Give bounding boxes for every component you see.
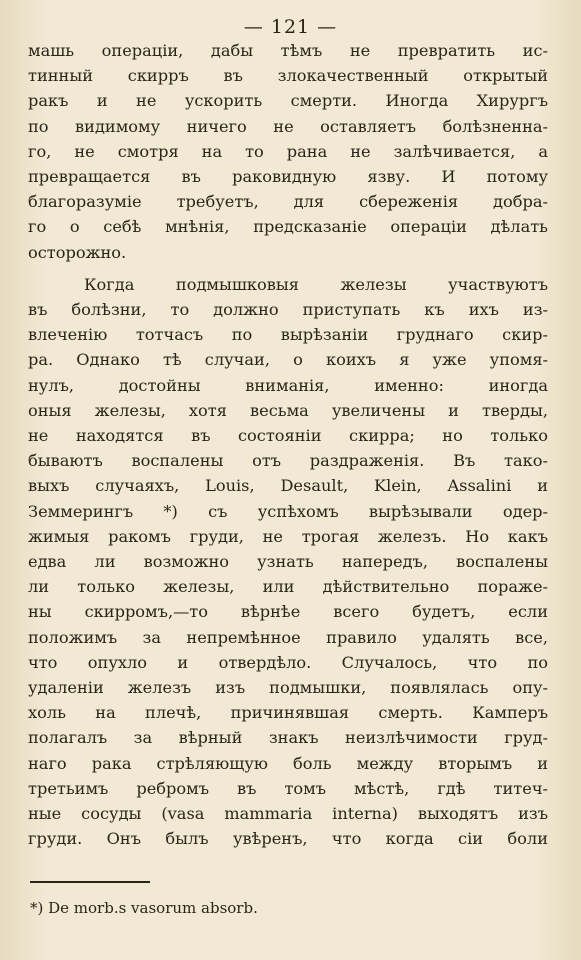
- text-line: по видимому ничего не оставляетъ болѣзненна-: [28, 116, 548, 136]
- text-line: жимыя ракомъ груди, не трогая железъ. Но какъ: [28, 526, 548, 546]
- text-line: третьимъ ребромъ въ томъ мѣстѣ, гдѣ титеч-: [28, 778, 548, 798]
- body-text: [28, 38, 548, 852]
- text-line: ны скирромъ,—то вѣрнѣе всего будетъ, если: [28, 602, 548, 622]
- text-line: нулъ, достойны вниманія, именно: иногда: [28, 375, 548, 395]
- text-line: бываютъ воспалены отъ раздраженія. Въ тако-: [28, 451, 548, 471]
- text-line: не находятся въ состояніи скирра; но только: [28, 426, 548, 446]
- text-line: выхъ случаяхъ, Louis, Desault, Klein, Assalini и: [28, 476, 548, 496]
- footnote-rule: [30, 881, 150, 883]
- text-line: ракъ и не ускорить смерти. Иногда Хирургъ: [28, 91, 548, 111]
- text-line: холь на плечѣ, причинявшая смерть. Камперъ: [28, 703, 548, 723]
- text-line: ные сосуды (vasa mammaria interna) выходятъ изъ: [28, 804, 548, 824]
- text-line: превращается въ раковидную язву. И потому: [28, 167, 548, 187]
- page-number: — 121 —: [243, 16, 338, 38]
- paragraph-2: [28, 272, 548, 852]
- paragraph-gap: [28, 265, 548, 272]
- text-line: го, не смотря на то рана не залѣчивается, а: [28, 141, 548, 161]
- text-line: ли только железы, или дѣйствительно пораже-: [28, 577, 548, 597]
- text-line: благоразуміе требуетъ, для сбереженія добра-: [28, 192, 548, 212]
- text-line: наго рака стрѣляющую боль между вторымъ и: [28, 753, 548, 773]
- text-line: положимъ за непремѣнное правило удалять все,: [28, 627, 548, 647]
- text-line: го о себѣ мнѣнія, предсказаніе операціи дѣлать: [28, 217, 548, 237]
- paragraph-1: [28, 38, 548, 265]
- text-line: въ болѣзни, то должно приступать къ ихъ из-: [28, 300, 548, 320]
- text-line: осторожно.: [28, 242, 127, 262]
- text-line: груди. Онъ былъ увѣренъ, что когда сіи боли: [28, 829, 548, 849]
- text-line: ра. Однако тѣ случаи, о коихъ я уже упомя-: [28, 350, 548, 370]
- footnote: *) De morb.s vasorum absorb.: [30, 899, 258, 917]
- text-line: удаленіи железъ изъ подмышки, появлялась опу-: [28, 678, 548, 698]
- text-line: едва ли возможно узнать напередъ, воспалены: [28, 552, 548, 572]
- text-line: влеченію тотчасъ по вырѣзаніи груднаго скир-: [28, 325, 548, 345]
- text-line: Земмерингъ *) съ успѣхомъ вырѣзывали одер-: [28, 501, 548, 521]
- text-line: машь операціи, дабы тѣмъ не превратить ис-: [28, 41, 548, 60]
- text-line: что опухло и отвердѣло. Случалось, что по: [28, 652, 548, 672]
- text-line: тинный скирръ въ злокачественный открытый: [28, 66, 548, 86]
- text-line: Когда подмышковыя железы участвуютъ: [84, 274, 548, 294]
- text-line: полагалъ за вѣрный знакъ неизлѣчимости груд-: [28, 728, 548, 748]
- text-line: оныя железы, хотя весьма увеличены и тверды,: [28, 400, 548, 420]
